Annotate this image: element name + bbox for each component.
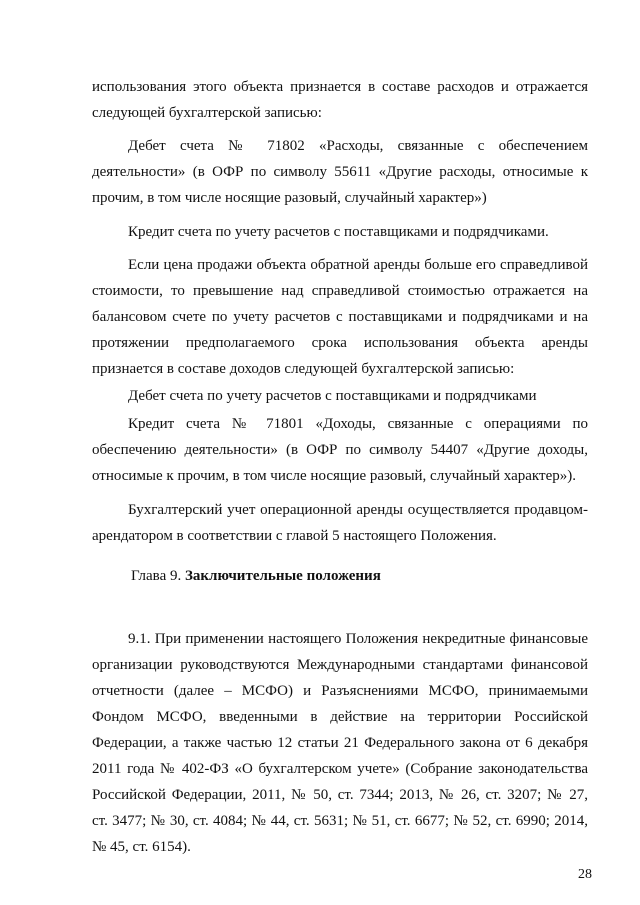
text-line: Дебет счета № 71802 «Расходы, связанные с обеспечением	[128, 138, 588, 154]
text-line: Федерации, а также частью 12 статьи 21 Федерального закона от 6 декабря	[92, 735, 588, 751]
text-line: использования этого объекта признается в составе расходов и отражается	[92, 79, 588, 95]
text-line: организации руководствуются Международными стандартами финансовой	[92, 657, 588, 673]
text-line: Кредит счета по учету расчетов с поставщиками и подрядчиками.	[128, 224, 549, 240]
page-number: 28	[578, 867, 592, 882]
text-line: стоимости, то превышение над справедливой стоимостью отражается на	[92, 283, 588, 299]
text-line: 2011 года № 402-ФЗ «О бухгалтерском учете» (Собрание законодательства	[92, 761, 588, 777]
text-line: Кредит счета № 71801 «Доходы, связанные с операциями по	[128, 416, 588, 432]
text-line: Дебет счета по учету расчетов с поставщиками и подрядчиками	[128, 388, 537, 404]
text-line: Фондом МСФО, введенными в действие на территории Российской	[92, 709, 588, 725]
text-line: ст. 3477; № 30, ст. 4084; № 44, ст. 5631; № 51, ст. 6677; № 52, ст. 6990; 2014,	[92, 813, 588, 829]
chapter-number: Глава 9.	[131, 568, 182, 584]
text-line: признается в составе доходов следующей бухгалтерской записью:	[92, 361, 515, 377]
text-line: обеспечению деятельности» (в ОФР по символу 54407 «Другие доходы,	[92, 442, 588, 458]
text-line: относимые к прочим, в том числе носящие разовый, случайный характер»).	[92, 468, 576, 484]
text-line: протяжении предполагаемого срока использования объекта аренды	[92, 335, 588, 351]
text-line: № 45, ст. 6154).	[92, 839, 191, 855]
text-line: Российской Федерации, 2011, № 50, ст. 7344; 2013, № 26, ст. 3207; № 27,	[92, 787, 588, 803]
text-line: следующей бухгалтерской записью:	[92, 105, 322, 121]
text-line: деятельности» (в ОФР по символу 55611 «Другие расходы, относимые к	[92, 164, 588, 180]
text-line: Если цена продажи объекта обратной аренды больше его справедливой	[128, 257, 588, 273]
text-line: Бухгалтерский учет операционной аренды осуществляется продавцом-	[128, 502, 588, 518]
text-line: отчетности (далее – МСФО) и Разъяснениями МСФО, принимаемыми	[92, 683, 588, 699]
chapter-title: Заключительные положения	[184, 568, 381, 584]
text-line: прочим, в том числе носящие разовый, случайный характер»)	[92, 190, 487, 206]
text-line: балансовом счете по учету расчетов с поставщиками и подрядчиками и на	[92, 309, 588, 325]
text-line: арендатором в соответствии с главой 5 настоящего Положения.	[92, 528, 497, 544]
chapter-heading	[131, 566, 381, 586]
text-line: 9.1. При применении настоящего Положения некредитные финансовые	[128, 631, 588, 647]
